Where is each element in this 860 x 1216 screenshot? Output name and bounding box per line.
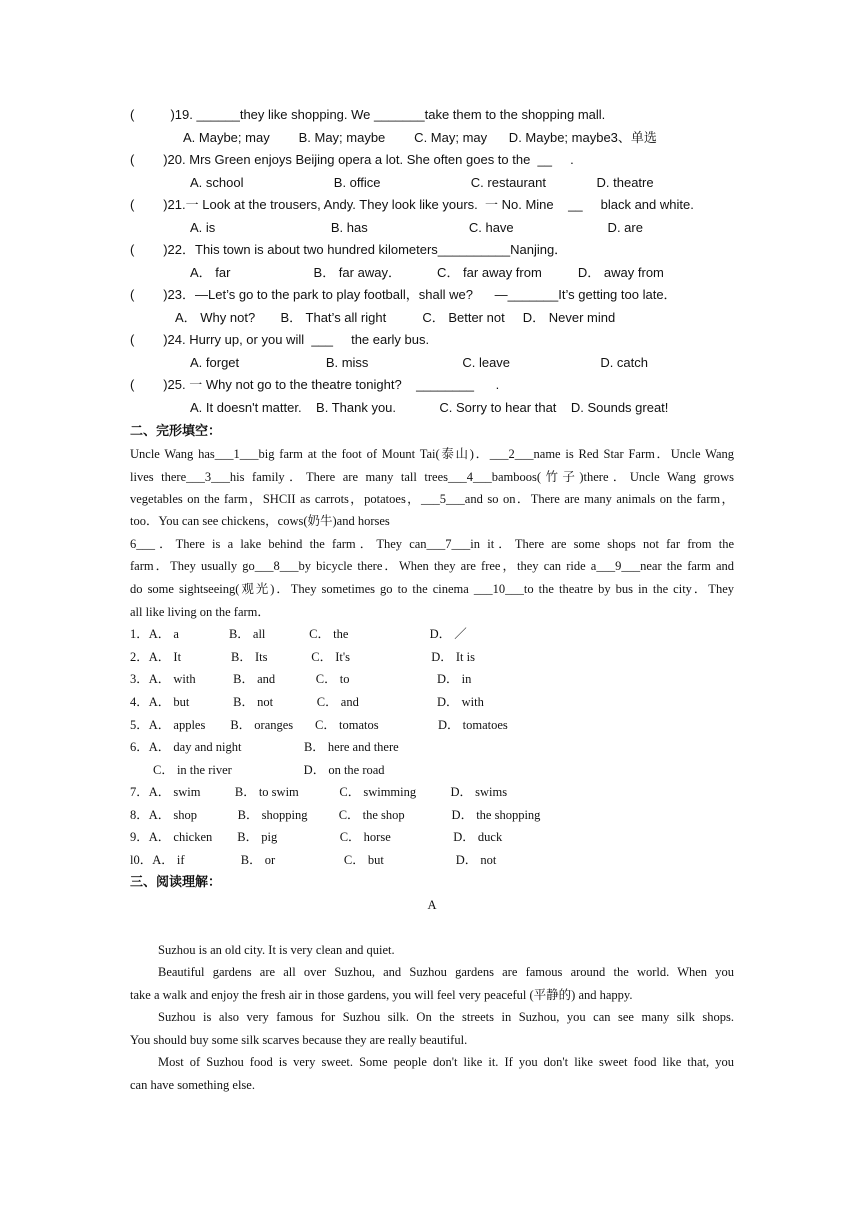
cloze-option-row: l0．A． if B． or C． but D． not [130,853,497,867]
cloze-option-row: 3．A． with B． and C． to D． in [130,672,472,686]
cloze-passage-line: vegetables on the farm，SHCII as carrots，potatoes，___5___and so on．There are many animals on the farm， [130,492,734,506]
question-23-stem: ( )23．—Let’s go to the park to play football，shall we? —_______It’s getting too late． [130,287,677,302]
cloze-passage-line: Uncle Wang has___1___big farm at the foot of Mount Tai(泰山)．___2___name is Red Star Farm．Uncle Wang [130,447,734,461]
cloze-passage-line: all like living on the farm． [130,605,270,619]
reading-paragraph-line: You should buy some silk scarves because they are really beautiful. [130,1033,468,1047]
question-24-options: A. forget B. miss C. leave D. catch [190,355,649,370]
question-22-stem: ( )22．This town is about two hundred kilometers__________Nanjing． [130,242,568,257]
cloze-option-row: 4．A． but B． not C． and D． with [130,695,484,709]
reading-paragraph-line: Most of Suzhou food is very sweet. Some people don't like it. If you don't like sweet food like that, you [158,1055,734,1069]
cloze-option-row: 7．A． swim B． to swim C． swimming D． swims [130,785,508,799]
question-21-stem: ( )21.一 Look at the trousers, Andy. They look like yours. 一 No. Mine __ black and white. [130,197,694,212]
cloze-option-row: 8．A． shop B． shopping C． the shop D． the shopping [130,808,541,822]
reading-paragraph-line: Suzhou is an old city. It is very clean and quiet. [158,943,395,957]
cloze-option-row: 2．A． It B． Its C． It's D． It is [130,650,475,664]
question-25-options: A. It doesn't matter. B. Thank you. C. Sorry to hear that D. Sounds great! [190,400,669,415]
reading-paragraph-line: can have something else. [130,1078,255,1092]
question-23-options: A． Why not? B． That’s all right C． Better not D． Never mind [175,310,616,325]
question-19-stem: ( )19. ______they like shopping. We _______take them to the shopping mall. [130,107,606,122]
cloze-passage-line: farm．They usually go___8___by bicycle there．When they are free，they can ride a___9___near the farm and [130,559,734,573]
cloze-passage-line: lives there___3___his family．There are many tall trees___4___bamboos(竹子)there．Uncle Wang grows [130,470,734,484]
cloze-option-row: 5．A． apples B． oranges C． tomatos D． tomatoes [130,718,508,732]
question-19-options: A. Maybe; may B. May; maybe C. May; may D. Maybe; maybe3、单选 [183,130,657,145]
cloze-option-row: 9．A． chicken B． pig C． horse D． duck [130,830,503,844]
cloze-passage-line: do some sightseeing(观光)．They sometimes go to the cinema ___10___to the theatre by bus in the city．They [130,582,734,596]
cloze-option-row: 1．A． a B． all C． the D． ／ [130,627,467,641]
question-20-options: A. school B. office C. restaurant D. theatre [190,175,654,190]
cloze-option-row: 6．A． day and night B． here and there [130,740,399,754]
cloze-passage-line: 6___．There is a lake behind the farm．They can___7___in it．There are some shops not far from the [130,537,734,551]
reading-paragraph-line: take a walk and enjoy the fresh air in those gardens, you will feel very peaceful (平静的) and happy. [130,988,633,1002]
section-3-heading: 三、阅读理解： [130,874,222,889]
reading-paragraph-line: Beautiful gardens are all over Suzhou, and Suzhou gardens are famous around the world. When you [158,965,734,979]
passage-label: A [427,898,437,912]
question-25-stem: ( )25. 一 Why not go to the theatre tonight? ________ . [130,377,500,392]
section-2-heading: 二、完形填空： [130,423,222,438]
reading-paragraph-line: Suzhou is also very famous for Suzhou silk. On the streets in Suzhou, you can see many silk shops. [158,1010,734,1024]
cloze-passage-line: too．You can see chickens，cows(奶牛)and horses [130,514,390,528]
question-22-options: A． far B． far away． C． far away from D． away from [190,265,664,280]
question-21-options: A. is B. has C. have D. are [190,220,643,235]
cloze-option-row: C． in the river D． on the road [153,763,385,777]
question-24-stem: ( )24. Hurry up, or you will ___ the early bus. [130,332,430,347]
question-20-stem: ( )20. Mrs Green enjoys Beijing opera a lot. She often goes to the __ . [130,152,574,167]
